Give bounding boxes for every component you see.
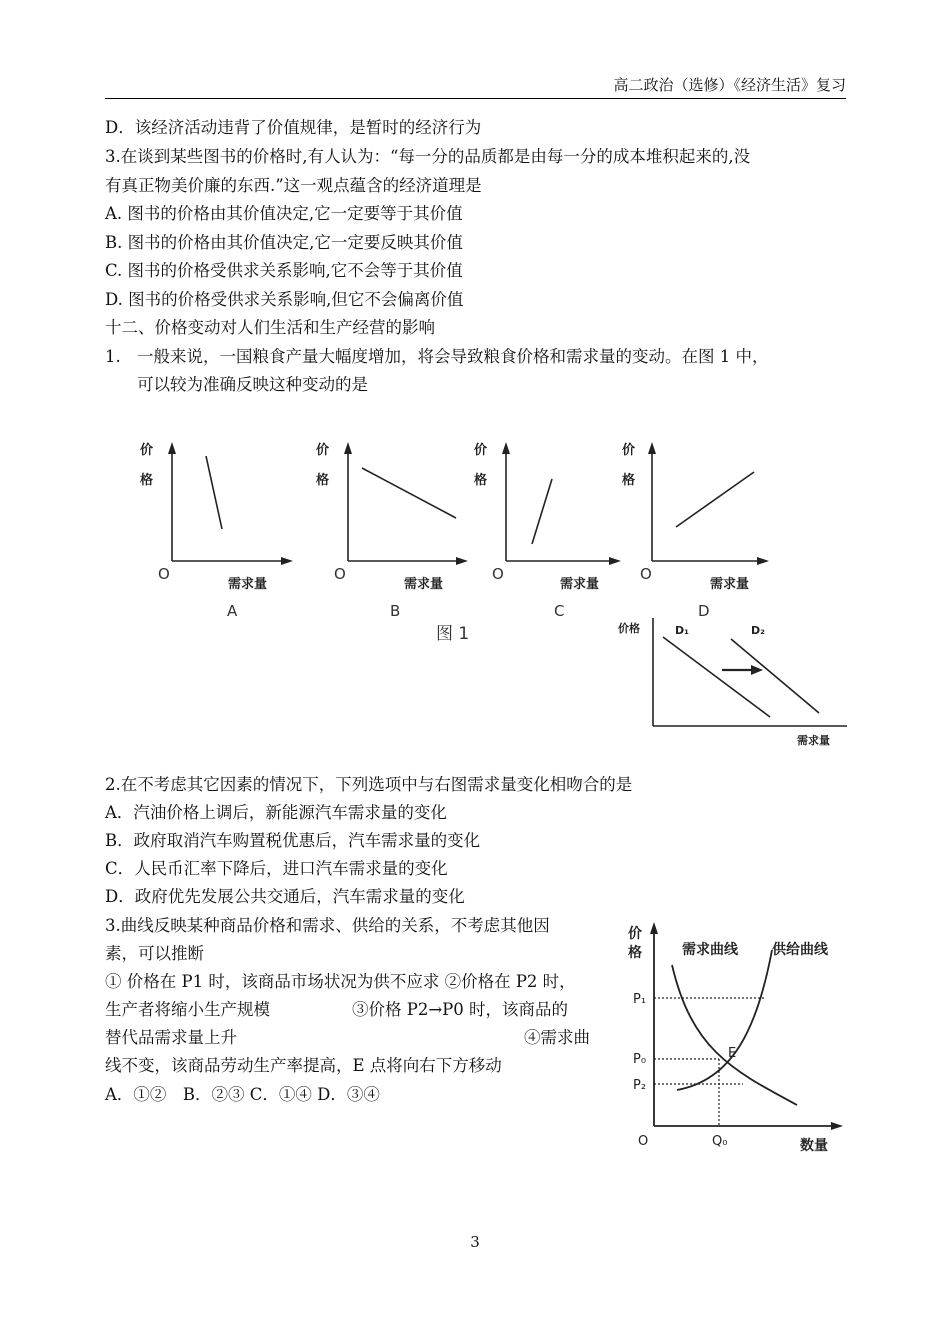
page-number: 3 [470,1233,480,1251]
demand-label: 需求曲线 [682,942,738,958]
q3b-options: A．①② B．②③ C．①④ D．③④ [105,1085,380,1104]
question-1-number: 1. [105,347,121,366]
statement-1-2: ① 价格在 P1 时，该商品市场状况为供不应求 ②价格在 P2 时， [105,972,576,991]
fig3-x-label: 数量 [800,1138,828,1154]
x-label-c: 需求量 [560,577,600,592]
origin-c: O [492,565,504,583]
figure-3 [622,910,844,1162]
price-label-a1: 价 [140,443,154,458]
arrow-up-icon [650,922,658,934]
price-label-d1: 价 [622,443,636,458]
curve-d1 [663,637,770,717]
statement-4-cont: 线不变，该商品劳动生产率提高，E 点将向右下方移动 [105,1056,502,1075]
arrow-icon [609,557,621,565]
supply-label: 供给曲线 [772,942,828,958]
p1-label: P₁ [633,992,647,1007]
q0-label: Q₀ [712,1134,728,1149]
price-label-b2: 格 [316,473,330,488]
question-3b-stem-cont: 素，可以推断 [105,944,204,963]
price-label-c1: 价 [474,443,488,458]
question-2-stem: 2.在不考虑其它因素的情况下，下列选项中与右图需求量变化相吻合的是 [105,775,633,794]
arrow-icon [344,442,352,454]
price-label-b1: 价 [316,443,330,458]
arrow-icon [456,557,468,565]
arrow-icon [757,557,769,565]
option-d: D. 图书的价格受供求关系影响,但它不会偏离价值 [105,290,464,309]
fig3-y-label-2: 格 [628,945,642,961]
statement-3-cont: 替代品需求量上升 [105,1028,237,1047]
option-b: B. 图书的价格由其价值决定,它一定要反映其价值 [105,233,463,252]
arrow-right-icon [831,1122,843,1130]
fig2-y-label: 价格 [618,622,640,635]
statement-2-cont: 生产者将缩小生产规模 [105,1000,270,1019]
p2-label: P₂ [633,1078,647,1093]
statement-3: ③价格 P2→P0 时，该商品的 [352,1000,569,1019]
fig2-d1-label: D₁ [675,624,689,637]
question-1-stem: 一般来说，一国粮食产量大幅度增加，将会导致粮食价格和需求量的变动。在图 1 中， [137,347,769,366]
origin-b: O [334,565,346,583]
panel-label-c: C [554,602,565,620]
question-1-stem-cont: 可以较为准确反映这种变动的是 [137,375,368,394]
origin-d: O [640,565,652,583]
figure-2 [615,612,855,752]
question-3-stem: 3.在谈到某些图书的价格时,有人认为：“每一分的品质都是由每一分的成本堆积起来的,没 [105,147,751,166]
q2-option-b: B．政府取消汽车购置税优惠后，汽车需求量的变化 [105,831,481,850]
fig2-x-label: 需求量 [797,734,830,747]
price-label-a2: 格 [140,473,154,488]
statement-4: ④需求曲 [524,1028,590,1047]
arrow-icon [168,442,176,454]
x-label-d: 需求量 [710,577,750,592]
x-label-a: 需求量 [228,577,268,592]
option-a: A. 图书的价格由其价值决定,它一定要等于其价值 [105,204,463,223]
q2-option-d: D．政府优先发展公共交通后，汽车需求量的变化 [105,887,465,906]
question-3-stem-cont: 有真正物美价廉的东西.”这一观点蕴含的经济道理是 [105,176,482,195]
section-heading: 十二、价格变动对人们生活和生产经营的影响 [105,318,435,337]
price-label-d2: 格 [622,473,636,488]
supply-curve [677,950,772,1090]
e-label: E [728,1046,737,1061]
curve-d [676,472,754,527]
fig3-origin: O [638,1134,649,1149]
q2-option-a: A．汽油价格上调后，新能源汽车需求量的变化 [105,803,447,822]
arrow-icon [502,442,510,454]
panel-label-b: B [390,602,401,620]
curve-b [362,468,456,518]
arrow-icon [648,442,656,454]
option-c: C. 图书的价格受供求关系影响,它不会等于其价值 [105,261,463,280]
curve-d2 [731,639,819,713]
figure-1-caption: 图 1 [436,624,470,644]
page-header: 高二政治（选修）《经济生活》复习 [105,74,846,99]
question-3b-stem: 3.曲线反映某种商品价格和需求、供给的关系，不考虑其他因 [105,916,550,935]
price-label-c2: 格 [474,473,488,488]
p0-label: P₀ [633,1052,647,1067]
origin-a: O [158,565,170,583]
arrow-right-icon [751,665,763,675]
text-line: D．该经济活动违背了价值规律，是暂时的经济行为 [105,118,482,137]
curve-a [206,456,222,529]
panel-label-d: D [698,602,710,620]
arrow-icon [281,557,293,565]
q2-option-c: C．人民币汇率下降后，进口汽车需求量的变化 [105,859,448,878]
x-label-b: 需求量 [404,577,444,592]
fig2-d2-label: D₂ [751,624,765,637]
curve-c [532,479,552,544]
panel-label-a: A [227,602,238,620]
fig3-y-label-1: 价 [628,926,642,942]
